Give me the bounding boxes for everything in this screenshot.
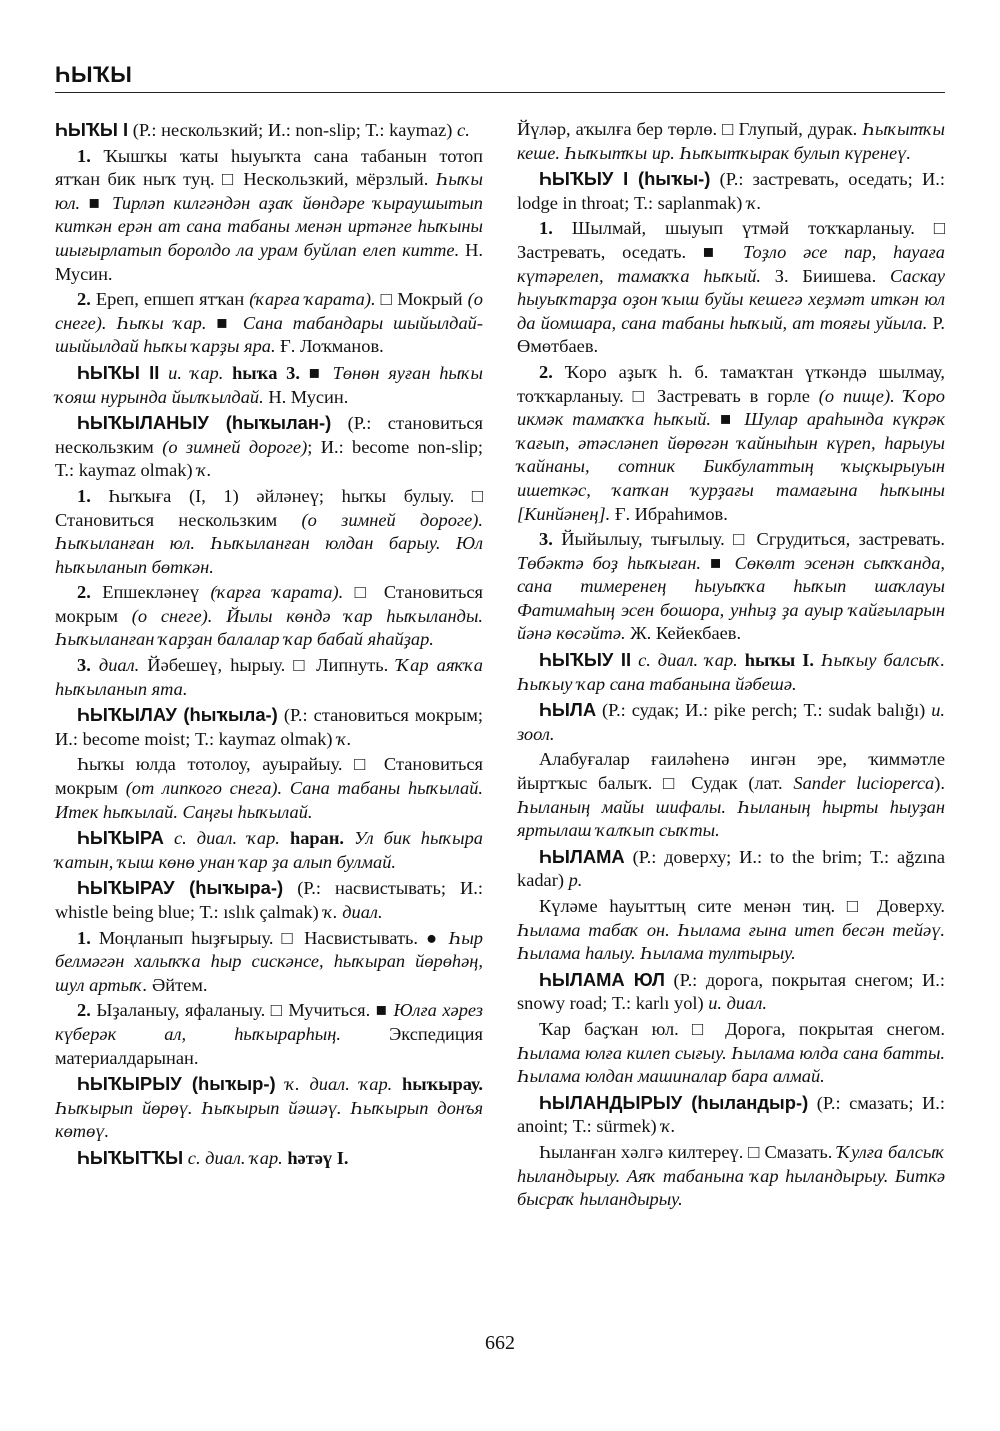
entry-text: Ул бик һыҡыра ҡатын, ҡыш көнө унан ҡар ҙа алып булмай. xyxy=(55,828,483,872)
entry-text: (Р.: становиться нескользким xyxy=(55,413,483,457)
entry-text: Р. Өмөтбаев. xyxy=(517,312,946,357)
entry-text: и. диал. xyxy=(708,993,767,1014)
entry-text: һаран. xyxy=(279,828,345,849)
entry-text: Һыҡырып йөрөү. Һыҡырып йәшәү. Һыҡырып донъя көтөү. xyxy=(55,1097,483,1142)
entry-paragraph xyxy=(517,118,945,165)
entry-paragraph xyxy=(55,999,483,1070)
entry-headword-paragraph xyxy=(517,968,945,1016)
entry-text: (Р.: нескользкий; И.: non-slip; Т.: kaymaz) xyxy=(128,120,458,140)
entry-text: (Р.: доверху; И.: to the brim; Т.: ağzına kadar) xyxy=(517,846,945,891)
entry-text: ; И.: become non-slip; Т.: kaymaz olmak) xyxy=(55,436,484,481)
entry-text: Ҡар баҫҡан юл. □ Дорога, покрытая снегом. xyxy=(539,1018,945,1039)
entry-text: Экспедиция материалдарынан. xyxy=(55,1023,483,1068)
entry-headword-paragraph xyxy=(55,826,483,874)
entry-headword-paragraph xyxy=(55,1146,483,1171)
entry-headword-paragraph xyxy=(55,361,483,409)
headword: ҺЫЛАНДЫРЫУ (һыландыр-) xyxy=(539,1091,809,1113)
entry-text: Һыр белмәгән халыҡҡа һыр сискәнсе, һыҡырап йөрөһәң, шул артыҡ. xyxy=(55,927,483,995)
entry-text: Һыҡытҡы кеше. Һыҡытҡы ир. Һыҡытҡырак булып күренеү. xyxy=(517,119,945,163)
entry-text xyxy=(344,828,354,848)
entry-text: Һыҡыға (I, 1) әйләнеү; һыҡы булыу. □ Становиться нескользким xyxy=(55,485,483,530)
entry-text: Юлға хәрез күберәк ал, һыҡырарһың. xyxy=(55,1000,483,1044)
entry-text: ■ xyxy=(80,192,113,213)
entry-text: 1. xyxy=(539,218,553,239)
entry-text: Һыҡыу балсыҡ. Һыҡыу ҡар сана табанына йәбешә. xyxy=(517,650,945,694)
entry-text: (Р.: судак; И.: pike perch; Т.: sudak balığı) xyxy=(596,700,932,721)
entry-text: һыҡырау. xyxy=(392,1074,483,1095)
entry-headword-paragraph xyxy=(55,876,483,924)
headword: ҺЫҠЫ I xyxy=(55,119,129,140)
entry-text: (о снеге). Һыҡы ҡар. xyxy=(55,289,483,333)
entry-text: (Р.: застревать, оседать; И.: lodge in throat; Т.: saplanmak) xyxy=(517,169,945,213)
entry-text: □ Становиться мокрым xyxy=(55,582,483,626)
entry-text xyxy=(276,1074,286,1094)
entry-text: ҡ. xyxy=(197,460,212,481)
entry-text: Sander lucioperca xyxy=(793,773,935,794)
entry-text: 3. xyxy=(77,655,91,676)
entry-text: ҡ. диал. xyxy=(323,902,383,922)
entry-text: Тирләп килгәндән аҙаҡ йөндәре ҡыраушытып киткән ерән ат сана табаны менән иртәнге һыҡыны шығырлатып боролдо ла урам буйлап елеп китте. xyxy=(55,192,483,260)
left-column xyxy=(55,118,483,1173)
entry-text: 1. xyxy=(77,145,91,166)
entry-text: Ҡоро аҙыҡ һ. б. тамаҡтан үткәндә шылмау, тоҡҡарланыу. □ Застревать в горле xyxy=(517,361,945,406)
entry-text: Ыҙаланыу, яфаланыу. □ Мучиться. ■ xyxy=(90,1000,394,1021)
entry-text: Йүләр, аҡылға бер төрлө. □ Глупый, дурак. xyxy=(517,119,863,139)
entry-text: ҡ. диал. ҡар. xyxy=(285,1074,393,1095)
entry-text: З. Биишева. xyxy=(761,265,890,286)
entry-paragraph xyxy=(55,927,483,998)
entry-text: һыҡы I. xyxy=(737,650,814,671)
headword: ҺЫҠЫУ II xyxy=(539,649,632,671)
entry-text: Төнөн яуған һыҡы ҡояш нурында йылҡылдай. xyxy=(55,362,483,407)
entry-text: Һыҡы юлда тотолоу, ауырайыу. □ Становиться мокрым xyxy=(55,754,483,799)
headword: ҺЫҠЫРАУ (һыҡыра-) xyxy=(77,877,284,899)
header-rule xyxy=(55,92,945,93)
entry-text: (о пище). Ҡоро икмәк тамаҡҡа һыҡый. xyxy=(517,385,945,430)
entry-paragraph xyxy=(517,217,945,359)
headword: ҺЫҠЫ II xyxy=(77,361,160,383)
entry-paragraph xyxy=(517,895,945,966)
entry-text: Йәбешеү, һырыу. □ Липнуть. xyxy=(139,655,397,676)
entry-text: (Р.: становиться мокрым; И.: become moist; Т.: kaymaz olmak) xyxy=(55,705,483,749)
headword: ҺЫЛА xyxy=(539,699,597,721)
entry-paragraph xyxy=(55,145,483,287)
entry-text: Ҡар аяҡҡа һыҡыланып ята. xyxy=(55,655,483,699)
entry-text: с. xyxy=(457,120,470,140)
entry-text: Һыланған хәлгә килтереү. □ Смазать. xyxy=(539,1141,838,1162)
entry-text: (Р.: насвистывать; И.: whistle being blue; Т.: ıslık çalmak) xyxy=(55,878,483,922)
entry-text: (о зимней дороге) xyxy=(162,436,308,457)
entry-text: Ғ. Ибраһимов. xyxy=(610,503,728,524)
entry-text: (о зимней дороге). Һыҡыланған юл. Һыҡыланған юлдан барыу. Юл һыҡыланып бөткән. xyxy=(55,509,483,577)
entry-paragraph xyxy=(517,528,945,646)
entry-text: 2. xyxy=(539,361,553,382)
entry-text: 3. xyxy=(539,529,553,550)
entry-headword-paragraph xyxy=(55,703,483,751)
entry-text: (Р.: дорога, покрытая снегом; И.: snowy road; Т.: karlı yol) xyxy=(517,969,945,1014)
entry-headword-paragraph xyxy=(517,1091,945,1139)
headword: ҺЫЛАМА xyxy=(539,845,625,867)
entry-text: ■ xyxy=(700,552,735,573)
entry-text: Шылмай, шыуып үтмәй тоҡҡарланыу. □ Застревать, оседать. ■ xyxy=(517,218,945,262)
entry-text: 2. xyxy=(77,289,91,310)
entry-text: Һылама юлға килеп сығыу. Һылама юлда сана батты. Һылама юлдан машиналар бара алмай. xyxy=(517,1042,945,1087)
entry-headword-paragraph xyxy=(517,648,945,696)
headword: ҺЫҠЫЛАНЫУ (һыҡылан-) xyxy=(77,412,332,434)
entry-text: (ҡарға ҡарата). xyxy=(249,289,376,310)
right-column xyxy=(517,118,945,1214)
entry-text: Саскау һыуыҡтарҙа оҙон ҡыш буйы кешегә хеҙмәт иткән юл да йомшара, сана табаны һыҡый, ат тояғы уйыла. xyxy=(517,265,945,333)
entry-text: Сөкөлт эсенән сыҡҡанда, сана тимеренең һыуыҡҡа һыҡып шаҡлауы Фатимаһың эсен бошора, унһыҙ ҙа ауыр ҡайғыларын йәнә көсәйтә. xyxy=(517,552,946,644)
entry-text: Тоҙло әсе пар, һауаға күтәрелеп, тамаҡҡа һыҡый. xyxy=(517,241,945,286)
entry-text: 1. xyxy=(77,485,91,506)
entry-text xyxy=(91,655,99,675)
headword: ҺЫҠЫТҠЫ xyxy=(77,1146,184,1168)
entry-text: Ереп, епшеп ятҡан xyxy=(90,289,250,310)
entry-headword-paragraph xyxy=(55,1072,483,1144)
entry-text: Йыйылыу, тығылыу. □ Сгрудиться, застревать. xyxy=(552,529,945,550)
entry-text: (от липкого снега). Сана табаны һыҡылай. Итек һыҡылай. Саңғы һыҡылай. xyxy=(55,778,483,822)
entry-text: □ Мокрый xyxy=(375,289,468,310)
entry-paragraph xyxy=(517,361,945,526)
entry-text: Ҡышҡы ҡаты һыуыҡта сана табанын тотоп ятҡан бик ныҡ туң. □ Нескользкий, мёрзлый. xyxy=(55,145,483,190)
entry-text: с. диал. ҡар. xyxy=(187,1147,283,1168)
entry-text: 1. xyxy=(77,927,91,948)
entry-text: (ҡарға ҡарата). xyxy=(210,582,344,603)
entry-text: Ҡулға балсыҡ һыландырыу. Аяҡ табанына ҡар һыландырыу. Биткә бысраҡ һыландырыу. xyxy=(517,1141,946,1210)
entry-text: с. диал. ҡар. xyxy=(173,828,280,849)
entry-text: Ж. Кейекбаев. xyxy=(625,623,742,644)
entry-text: Һылама табаҡ он. Һылама ғына итеп бесән тейәү. Һылама һалыу. Һылама тултырыу. xyxy=(517,919,945,964)
entry-headword-paragraph xyxy=(55,411,483,483)
entry-paragraph xyxy=(55,485,483,579)
entry-text: Әйтем. xyxy=(147,974,208,995)
entry-headword-paragraph xyxy=(517,845,945,893)
headword: ҺЫҠЫРЫУ (һыҡыр-) xyxy=(77,1073,276,1095)
entry-text: ■ xyxy=(206,312,243,333)
entry-headword-paragraph xyxy=(55,118,483,143)
entry-text: Моңланып һыҙғырыу. □ Насвистывать. ● xyxy=(90,927,449,948)
entry-text: ). xyxy=(934,773,945,794)
entry-text: диал. xyxy=(98,655,140,676)
entry-text: һыҡа 3. xyxy=(223,362,300,383)
entry-text xyxy=(814,650,821,670)
entry-text: Һыҡы юл. xyxy=(55,169,483,213)
entry-text: 2. xyxy=(77,1000,91,1021)
entry-text: и. ҡар. xyxy=(168,362,224,383)
entry-text: (о снеге). Йылы көндә ҡар һыҡыланды. Һыҡыланған ҡарҙан балалар ҡар бабай яһайҙар. xyxy=(55,605,483,650)
entry-text: ҡ. xyxy=(337,728,352,749)
headword: ҺЫҠЫРА xyxy=(77,827,164,849)
entry-text: ■ xyxy=(711,409,745,430)
entry-text: Н. Мусин. xyxy=(55,239,483,284)
entry-text: Һыланың майы шифалы. Һыланың һырты һыуҙан яртылаш ҡалҡып сыҡты. xyxy=(517,796,945,841)
entry-paragraph xyxy=(55,753,483,824)
entry-text: Төбәктә боҙ һыҡыған. xyxy=(517,552,701,573)
entry-text: р. xyxy=(568,870,583,891)
entry-text: Алабуғалар ғаиләһенә ингән эре, ҡиммәтле йыртҡыс балыҡ. □ Судак (лат. xyxy=(517,749,945,794)
entry-text: и. зоол. xyxy=(517,700,945,744)
entry-headword-paragraph xyxy=(517,698,945,746)
entry-text: Шулар араһында күкрәк ҡағып, әтәсләнеп йөрөгән ҡайныһын күреп, һарыуы ҡайнаны, сотник Бикбулаттың ҡыҫкырыуын ишеткәс, ҡапҡан ҡурҙағы тамағына һыҡыны [Кинйәнең]. xyxy=(517,409,945,524)
entry-text: (Р.: смазать; И.: anoint; Т.: sürmek) xyxy=(517,1092,945,1137)
entry-paragraph xyxy=(55,654,483,701)
entry-paragraph xyxy=(55,581,483,652)
entry-text xyxy=(631,650,638,670)
entry-headword-paragraph xyxy=(517,167,945,215)
entry-text: ■ xyxy=(299,362,333,383)
entry-paragraph xyxy=(517,1141,945,1212)
headword: ҺЫҠЫУ I (һыҡы-) xyxy=(539,168,711,190)
entry-text: Сана табандары шыйылдай-шыйылдай һыҡы ҡарҙы яра. xyxy=(55,312,483,357)
entry-text: һәтәү I. xyxy=(282,1147,349,1168)
entry-text xyxy=(164,828,174,848)
entry-text: ҡ. xyxy=(747,192,762,213)
entry-text: с. диал. ҡар. xyxy=(638,650,738,671)
headword: ҺЫЛАМА ЮЛ xyxy=(539,968,665,990)
running-head: ҺЫҠЫ xyxy=(55,62,133,87)
headword: ҺЫҠЫЛАУ (һыҡыла-) xyxy=(77,704,278,726)
entry-paragraph xyxy=(517,1018,945,1089)
entry-text: Күләме һауыттың сите менән тиң. □ Доверху. xyxy=(539,896,945,916)
entry-paragraph xyxy=(517,748,945,842)
entry-text xyxy=(159,363,168,383)
entry-text: 2. xyxy=(77,582,91,603)
entry-paragraph xyxy=(55,288,483,359)
entry-text: Ғ. Лоҡманов. xyxy=(275,336,384,357)
entry-text: ҡ. xyxy=(661,1116,676,1137)
entry-text: Н. Мусин. xyxy=(263,386,349,407)
page-number: 662 xyxy=(485,1332,515,1354)
entry-text: Епшекләнеү xyxy=(90,582,211,603)
